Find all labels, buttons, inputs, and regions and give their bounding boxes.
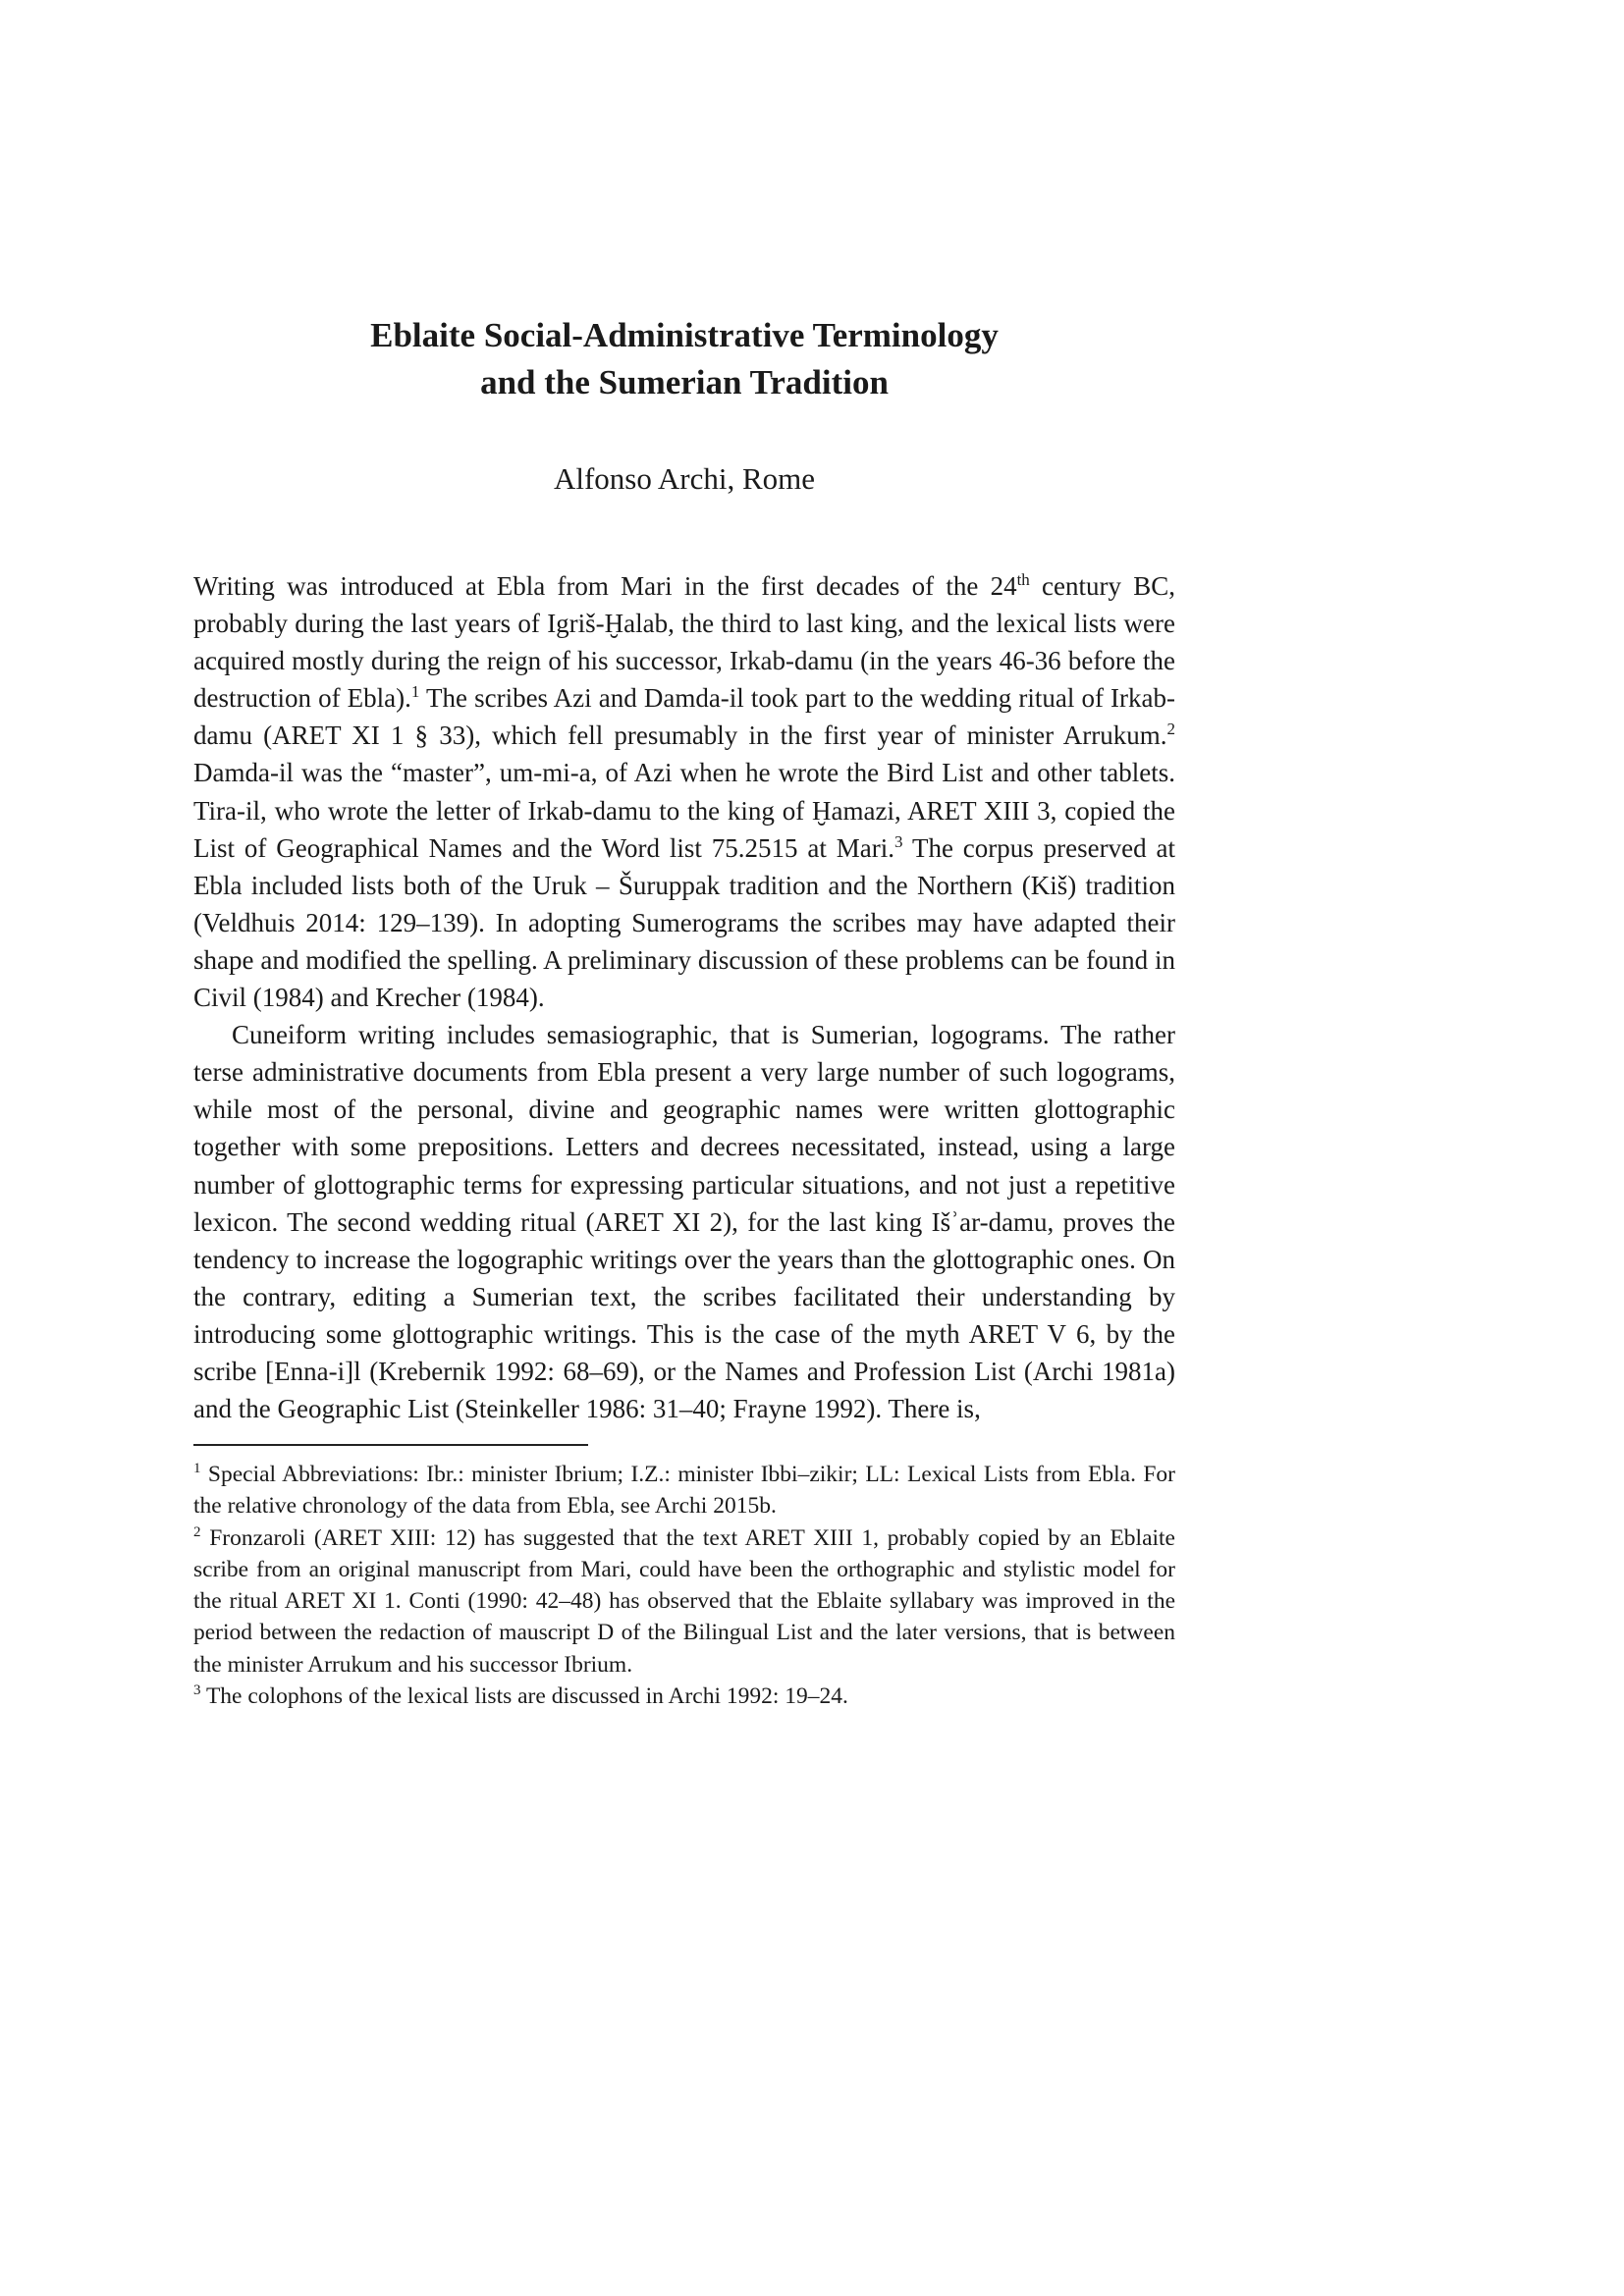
title-line-1: Eblaite Social-Administrative Terminology [370, 316, 999, 354]
title-line-2: and the Sumerian Tradition [480, 363, 889, 401]
page [193, 0, 1175, 2296]
footnote-3 [193, 1681, 1175, 1712]
paragraph-1-segment-2: century BC, probably during the last years of Igriš-Ḫalab, the third to last king, and the lexical lists were acquired mostly during the reign of his successor, Irkab-damu (in the years 46-36 before the destruction of Ebla). [193, 571, 1175, 714]
body-text [193, 567, 1175, 1427]
footnote-divider [193, 1444, 588, 1446]
author-line: Alfonso Archi, Rome [553, 461, 816, 496]
paragraph-1-segment-1: Writing was introduced at Ebla from Mari in the first decades of the 24 [193, 571, 1017, 601]
footnote-2 [193, 1522, 1175, 1681]
superscript-th: th [1016, 570, 1030, 589]
footnote-1-text: Special Abbreviations: Ibr.: minister Ibrium; I.Z.: minister Ibbi–zikir; LL: Lexical Lists from Ebla. For the relative chronology of the data from Ebla, see Archi 2015b. [193, 1462, 1175, 1520]
footnote-ref-2: 2 [1166, 720, 1175, 739]
paragraph-1-segment-3: The scribes Azi and Damda-il took part to the wedding ritual of Irkab-damu (ARET XI 1 § 33), which fell presumably in the first year of minister Arrukum. [193, 683, 1175, 751]
footnote-1 [193, 1459, 1175, 1522]
footnote-3-text: The colophons of the lexical lists are discussed in Archi 1992: 19–24. [200, 1683, 848, 1710]
paragraph-1 [193, 567, 1175, 1016]
footnote-ref-3: 3 [894, 831, 903, 851]
footnote-3-number: 3 [193, 1682, 201, 1699]
footnote-ref-1: 1 [410, 682, 420, 702]
footnotes [193, 1459, 1175, 1712]
paragraph-1-segment-4: Damda-il was the “master”, um-mi-a, of Azi when he wrote the Bird List and other tablets. Tira-il, who wrote the letter of Irkab-damu to the king of Ḫamazi, ARET XIII 3, copied the List of Geographical Names and the Word list 75.2515 at Mari. [193, 758, 1175, 863]
paragraph-2: Cuneiform writing includes semasiographic, that is Sumerian, logograms. The rather terse administrative documents from Ebla present a very large number of such logograms, while most of the personal, divine and geographic names were written glottographic together with some prepositions. Letters and decrees necessitated, instead, using a large number of glottographic terms for expressing particular situations, and not just a repetitive lexicon. The second wedding ritual (ARET XI 2), for the last king Išʾar-damu, proves the tendency to increase the logographic writings over the years than the glottographic ones. On the contrary, editing a Sumerian text, the scribes facilitated their understanding by introducing some glottographic writings. This is the case of the myth ARET V 6, by the scribe [Enna-i]l (Krebernik 1992: 68–69), or the Names and Profession List (Archi 1981a) and the Geographic List (Steinkeller 1986: 31–40; Frayne 1992). There is, [193, 1020, 1175, 1424]
footnote-2-text: Fronzaroli (ARET XIII: 12) has suggested that the text ARET XIII 1, probably copied by an Eblaite scribe from an original manuscript from Mari, could have been the orthographic and stylistic model for the ritual ARET XI 1. Conti (1990: 42–48) has observed that the Eblaite syllabary was improved in the period between the redaction of mauscript D of the Bilingual List and the later versions, that is between the minister Arrukum and his successor Ibrium. [193, 1524, 1175, 1678]
footnote-2-number: 2 [193, 1523, 201, 1540]
footnote-1-number: 1 [193, 1461, 201, 1477]
paragraph-1-segment-5: The corpus preserved at Ebla included lists both of the Uruk – Šuruppak tradition and the Northern (Kiš) tradition (Veldhuis 2014: 129–139). In adopting Sumerograms the scribes may have adapted their shape and modified the spelling. A preliminary discussion of these problems can be found in Civil (1984) and Krecher (1984). [193, 832, 1175, 1013]
page-title [193, 312, 1175, 406]
